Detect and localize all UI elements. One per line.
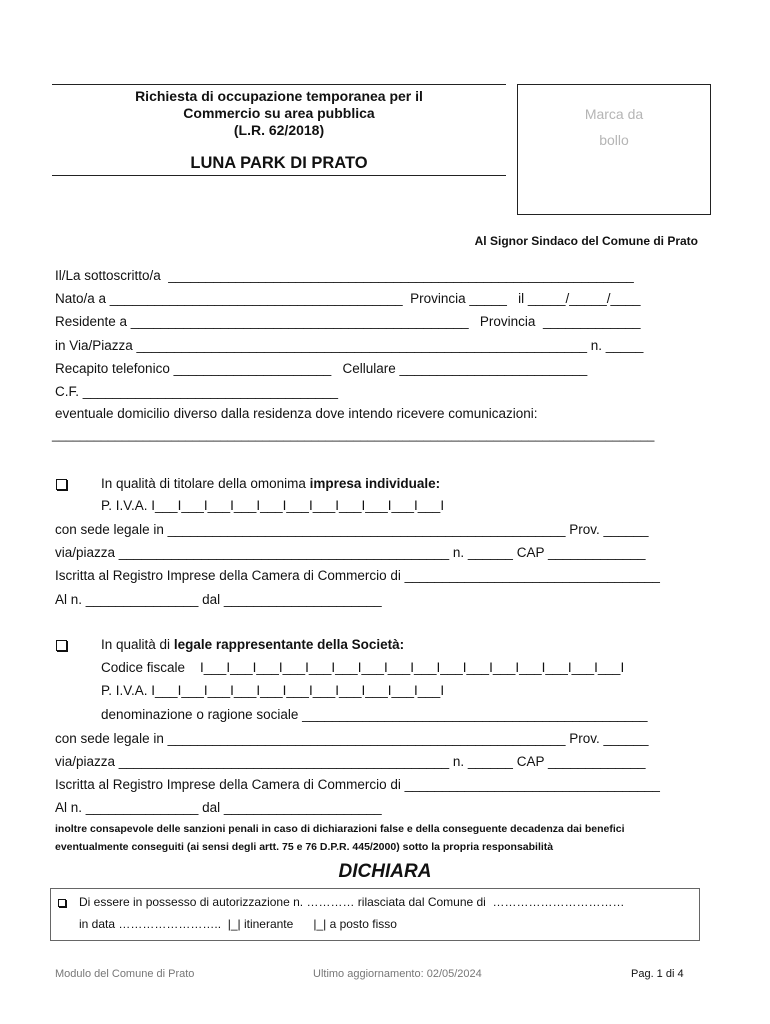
field-denominazione[interactable]: denominazione o ragione sociale ______________________________________________ [101,707,648,722]
option-impresa-text: In qualità di titolare della omonima [101,476,310,491]
option-posto-fisso[interactable]: |_| a posto fisso [313,917,397,931]
field-residente[interactable]: Residente a _____________________________________________ Provincia _____________ [55,314,641,329]
declaration-text-2: eventualmente conseguiti (ai sensi degli artt. 75 e 76 D.P.R. 445/2000) sotto la propria responsabilità [55,841,554,853]
title-line-1: Richiesta di occupazione temporanea per il [135,88,423,104]
field-registro-individuale[interactable]: Iscritta al Registro Imprese della Camera di Commercio di __________________________________ [55,568,660,583]
dichiara-heading: DICHIARA [338,861,432,882]
checkbox-legale-rappresentante[interactable] [56,640,67,651]
document-title [52,88,506,139]
stamp-label-1: Marca da [584,106,644,122]
field-nato-a[interactable]: Nato/a a _______________________________________ Provincia _____ il _____/_____/____ [55,291,641,306]
option-societa-text: In qualità di [101,637,174,652]
option-societa-bold: legale rappresentante della Società: [173,637,405,652]
checkbox-autorizzazione[interactable] [58,899,66,907]
title-line-3: (L.R. 62/2018) [233,122,325,138]
option-itinerante[interactable]: |_| itinerante [227,917,294,931]
addressee: Al Signor Sindaco del Comune di Prato [474,234,698,248]
field-via-piazza[interactable]: in Via/Piazza ____________________________________________________________ n. _____ [55,338,644,353]
checkbox-impresa-individuale[interactable] [56,479,67,490]
stamp-box [517,84,711,215]
authorization-box [50,888,700,941]
field-recapito[interactable]: Recapito telefonico _____________________ Cellulare _________________________ [55,361,588,376]
option-legale-rappresentante [101,637,404,652]
field-codice-fiscale-societa[interactable]: Codice fiscale I___I___I___I___I___I___I___I___I___I___I___I___I___I___I___I___I [101,660,625,675]
authorization-line[interactable]: Di essere in possesso di autorizzazione n. ………… rilasciata dal Comune di …………………………… [79,895,625,909]
authorization-date-line [79,917,397,931]
footer-module: Modulo del Comune di Prato [55,968,195,980]
authorization-date[interactable]: in data …………………….. [79,917,228,931]
title-top-rule [52,84,506,85]
field-al-n-societa[interactable]: Al n. _______________ dal _____________________ [55,800,382,815]
domicilio-label: eventuale domicilio diverso dalla residenza dove intendo ricevere comunicazioni: [55,406,538,421]
footer-updated: Ultimo aggiornamento: 02/05/2024 [313,968,482,980]
declaration-text-1: inoltre consapevole delle sanzioni penali in caso di dichiarazioni false e della conseguente decadenza dai benefici [55,823,625,835]
option-impresa-bold: impresa individuale: [309,476,441,491]
field-piva-individuale[interactable]: P. I.V.A. I___I___I___I___I___I___I___I___I___I___I___I [101,498,445,513]
field-registro-societa[interactable]: Iscritta al Registro Imprese della Camera di Commercio di __________________________________ [55,777,660,792]
field-sottoscritto[interactable]: Il/La sottoscritto/a ______________________________________________________________ [55,268,634,283]
field-via-societa[interactable]: via/piazza ____________________________________________ n. ______ CAP _____________ [55,754,646,769]
option-impresa-individuale [101,476,440,491]
field-al-n-individuale[interactable]: Al n. _______________ dal _____________________ [55,592,382,607]
field-sede-legale-individuale[interactable]: con sede legale in _____________________________________________________ Prov. ______ [55,522,649,537]
event-title: LUNA PARK DI PRATO [190,154,368,172]
field-piva-societa[interactable]: P. I.V.A. I___I___I___I___I___I___I___I___I___I___I___I [101,683,445,698]
field-sede-legale-societa[interactable]: con sede legale in _____________________________________________________ Prov. ______ [55,731,649,746]
field-codice-fiscale[interactable]: C.F. __________________________________ [55,384,339,399]
title-line-2: Commercio su area pubblica [183,105,375,121]
title-bottom-rule [52,175,506,176]
page-number: Pag. 1 di 4 [631,968,684,980]
field-domicilio[interactable]: ______________________________________________________________________________________ [52,428,655,442]
field-via-individuale[interactable]: via/piazza ____________________________________________ n. ______ CAP _____________ [55,545,646,560]
stamp-label-2: bollo [599,132,629,148]
